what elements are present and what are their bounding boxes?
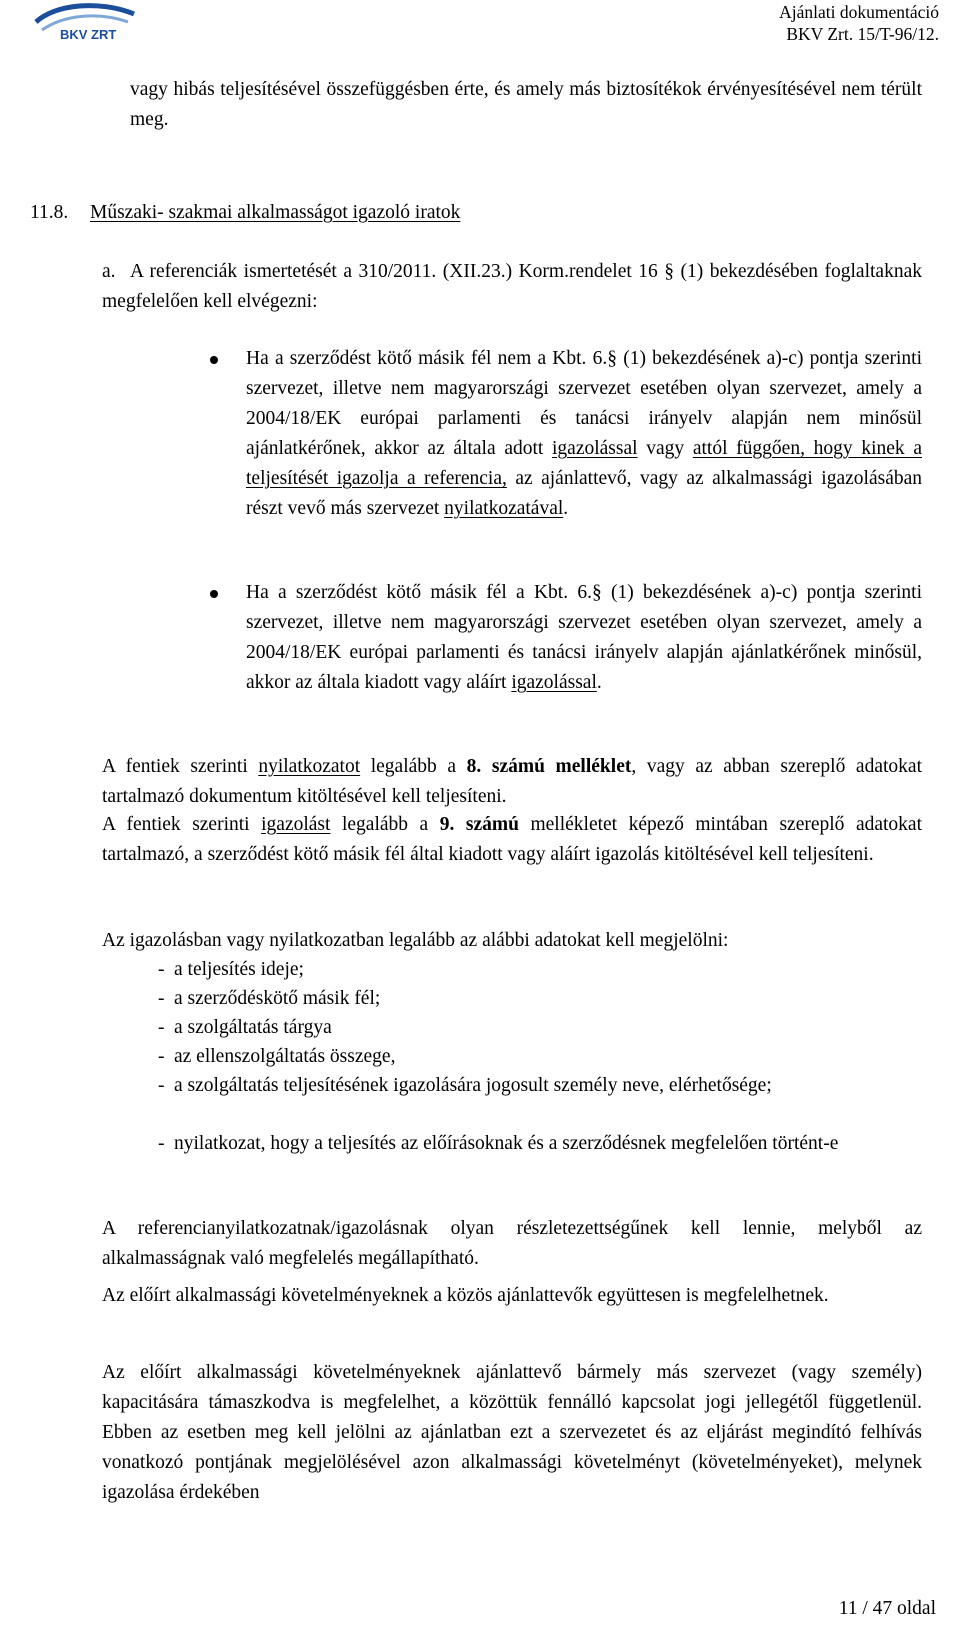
bullet-icon bbox=[210, 590, 218, 598]
kozos-ajanlattevok-paragraph: Az előírt alkalmassági követelményeknek a közös ajánlattevők együttesen is megfelelhetnek. bbox=[102, 1285, 829, 1306]
list-item: a szerződéskötő másik fél; bbox=[174, 988, 381, 1009]
doc-ref: BKV Zrt. 15/T-96/12. bbox=[786, 24, 939, 44]
list-dash: - bbox=[158, 1075, 165, 1096]
list-item: az ellenszolgáltatás összege, bbox=[174, 1046, 396, 1067]
item-a-text: A referenciák ismertetését a 310/2011. (XII.23.) Korm.rendelet 16 § (1) bekezdésében foglaltaknak megfelelően kell elvégezni: bbox=[102, 261, 922, 312]
nyilatkozat-paragraph: A fentiek szerinti nyilatkozatot legalább a 8. számú melléklet, vagy az abban szereplő adatokat tartalmazó dokumentum kitöltésével kell teljesíteni. bbox=[102, 756, 922, 807]
logo-text: BKV ZRT bbox=[60, 27, 117, 42]
section-title: Műszaki- szakmai alkalmasságot igazoló iratok bbox=[90, 202, 461, 223]
page-number: 11 / 47 oldal bbox=[838, 1598, 936, 1619]
intro-paragraph: vagy hibás teljesítésével összefüggésben érte, és amely más biztosítékok érvényesítésével nem térült meg. bbox=[130, 79, 922, 130]
section-number: 11.8. bbox=[30, 202, 69, 223]
bullet-icon bbox=[210, 356, 218, 364]
list-item: a szolgáltatás tárgya bbox=[174, 1017, 332, 1038]
bullet-2-text: Ha a szerződést kötő másik fél a Kbt. 6.§ (1) bekezdésének a)-c) pontja szerinti szervezet, illetve nem magyarországi szervezet esetében olyan szervezet, amely a 2004/18/EK európai parlamenti és tanácsi irányelv alapján ajánlatkérőnek minősül, akkor az általa kiadott vagy aláírt igazolással. bbox=[246, 582, 922, 693]
kapacitas-paragraph: Az előírt alkalmassági követelményeknek ajánlattevő bármely más szervezet (vagy személy) kapacitására támaszkodva is megfelelhet, a közöttük fennálló kapcsolat jogi jellegétől függetlenül. Ebben az esetben meg kell jelölni az ajánlatban ezt a szervezetet és az eljárást megindító felhívás vonatkozó pontjának megjelölésével azon alkalmassági követelményt (követelményeket), melynek igazolása érdekében bbox=[102, 1362, 922, 1503]
list-dash: - bbox=[158, 959, 165, 980]
bkv-logo bbox=[30, 2, 142, 42]
list-item: a teljesítés ideje; bbox=[174, 959, 304, 980]
bullet-1-text: Ha a szerződést kötő másik fél nem a Kbt. 6.§ (1) bekezdésének a)-c) pontja szerinti szervezet, illetve nem magyarországi szervezet esetében olyan szervezet, amely a 2004/18/EK európai parlamenti és tanácsi irányelv alapján nem minősül ajánlatkérőnek, akkor az általa adott igazolással vagy attól függően, hogy kinek a teljesítését igazolja a referencia, az ajánlattevő, vagy az alkalmassági igazolásában részt vevő más szervezet nyilatkozatával. bbox=[246, 348, 923, 519]
list-item: a szolgáltatás teljesítésének igazolására jogosult személy neve, elérhetősége; bbox=[174, 1075, 772, 1096]
igazolas-paragraph: A fentiek szerinti igazolást legalább a 9. számú mellékletet képező mintában szereplő adatokat tartalmazó, a szerződést kötő másik fél által kiadott vagy aláírt igazolás kitöltésével kell teljesíteni. bbox=[102, 814, 922, 865]
list-dash: - bbox=[158, 1017, 165, 1038]
item-a-label: a. bbox=[102, 261, 116, 282]
list-dash: - bbox=[158, 1046, 165, 1067]
doc-title: Ajánlati dokumentáció bbox=[779, 2, 939, 22]
list-item: nyilatkozat, hogy a teljesítés az előírásoknak és a szerződésnek megfelelően történt-e bbox=[174, 1133, 839, 1154]
referencia-paragraph: A referencianyilatkozatnak/igazolásnak olyan részletezettségűnek kell lennie, melyből az alkalmasságnak való megfelelés megállapítható. bbox=[102, 1218, 922, 1269]
list-dash: - bbox=[158, 988, 165, 1009]
list-dash: - bbox=[158, 1133, 165, 1154]
list-intro: Az igazolásban vagy nyilatkozatban legalább az alábbi adatokat kell megjelölni: bbox=[102, 930, 729, 951]
